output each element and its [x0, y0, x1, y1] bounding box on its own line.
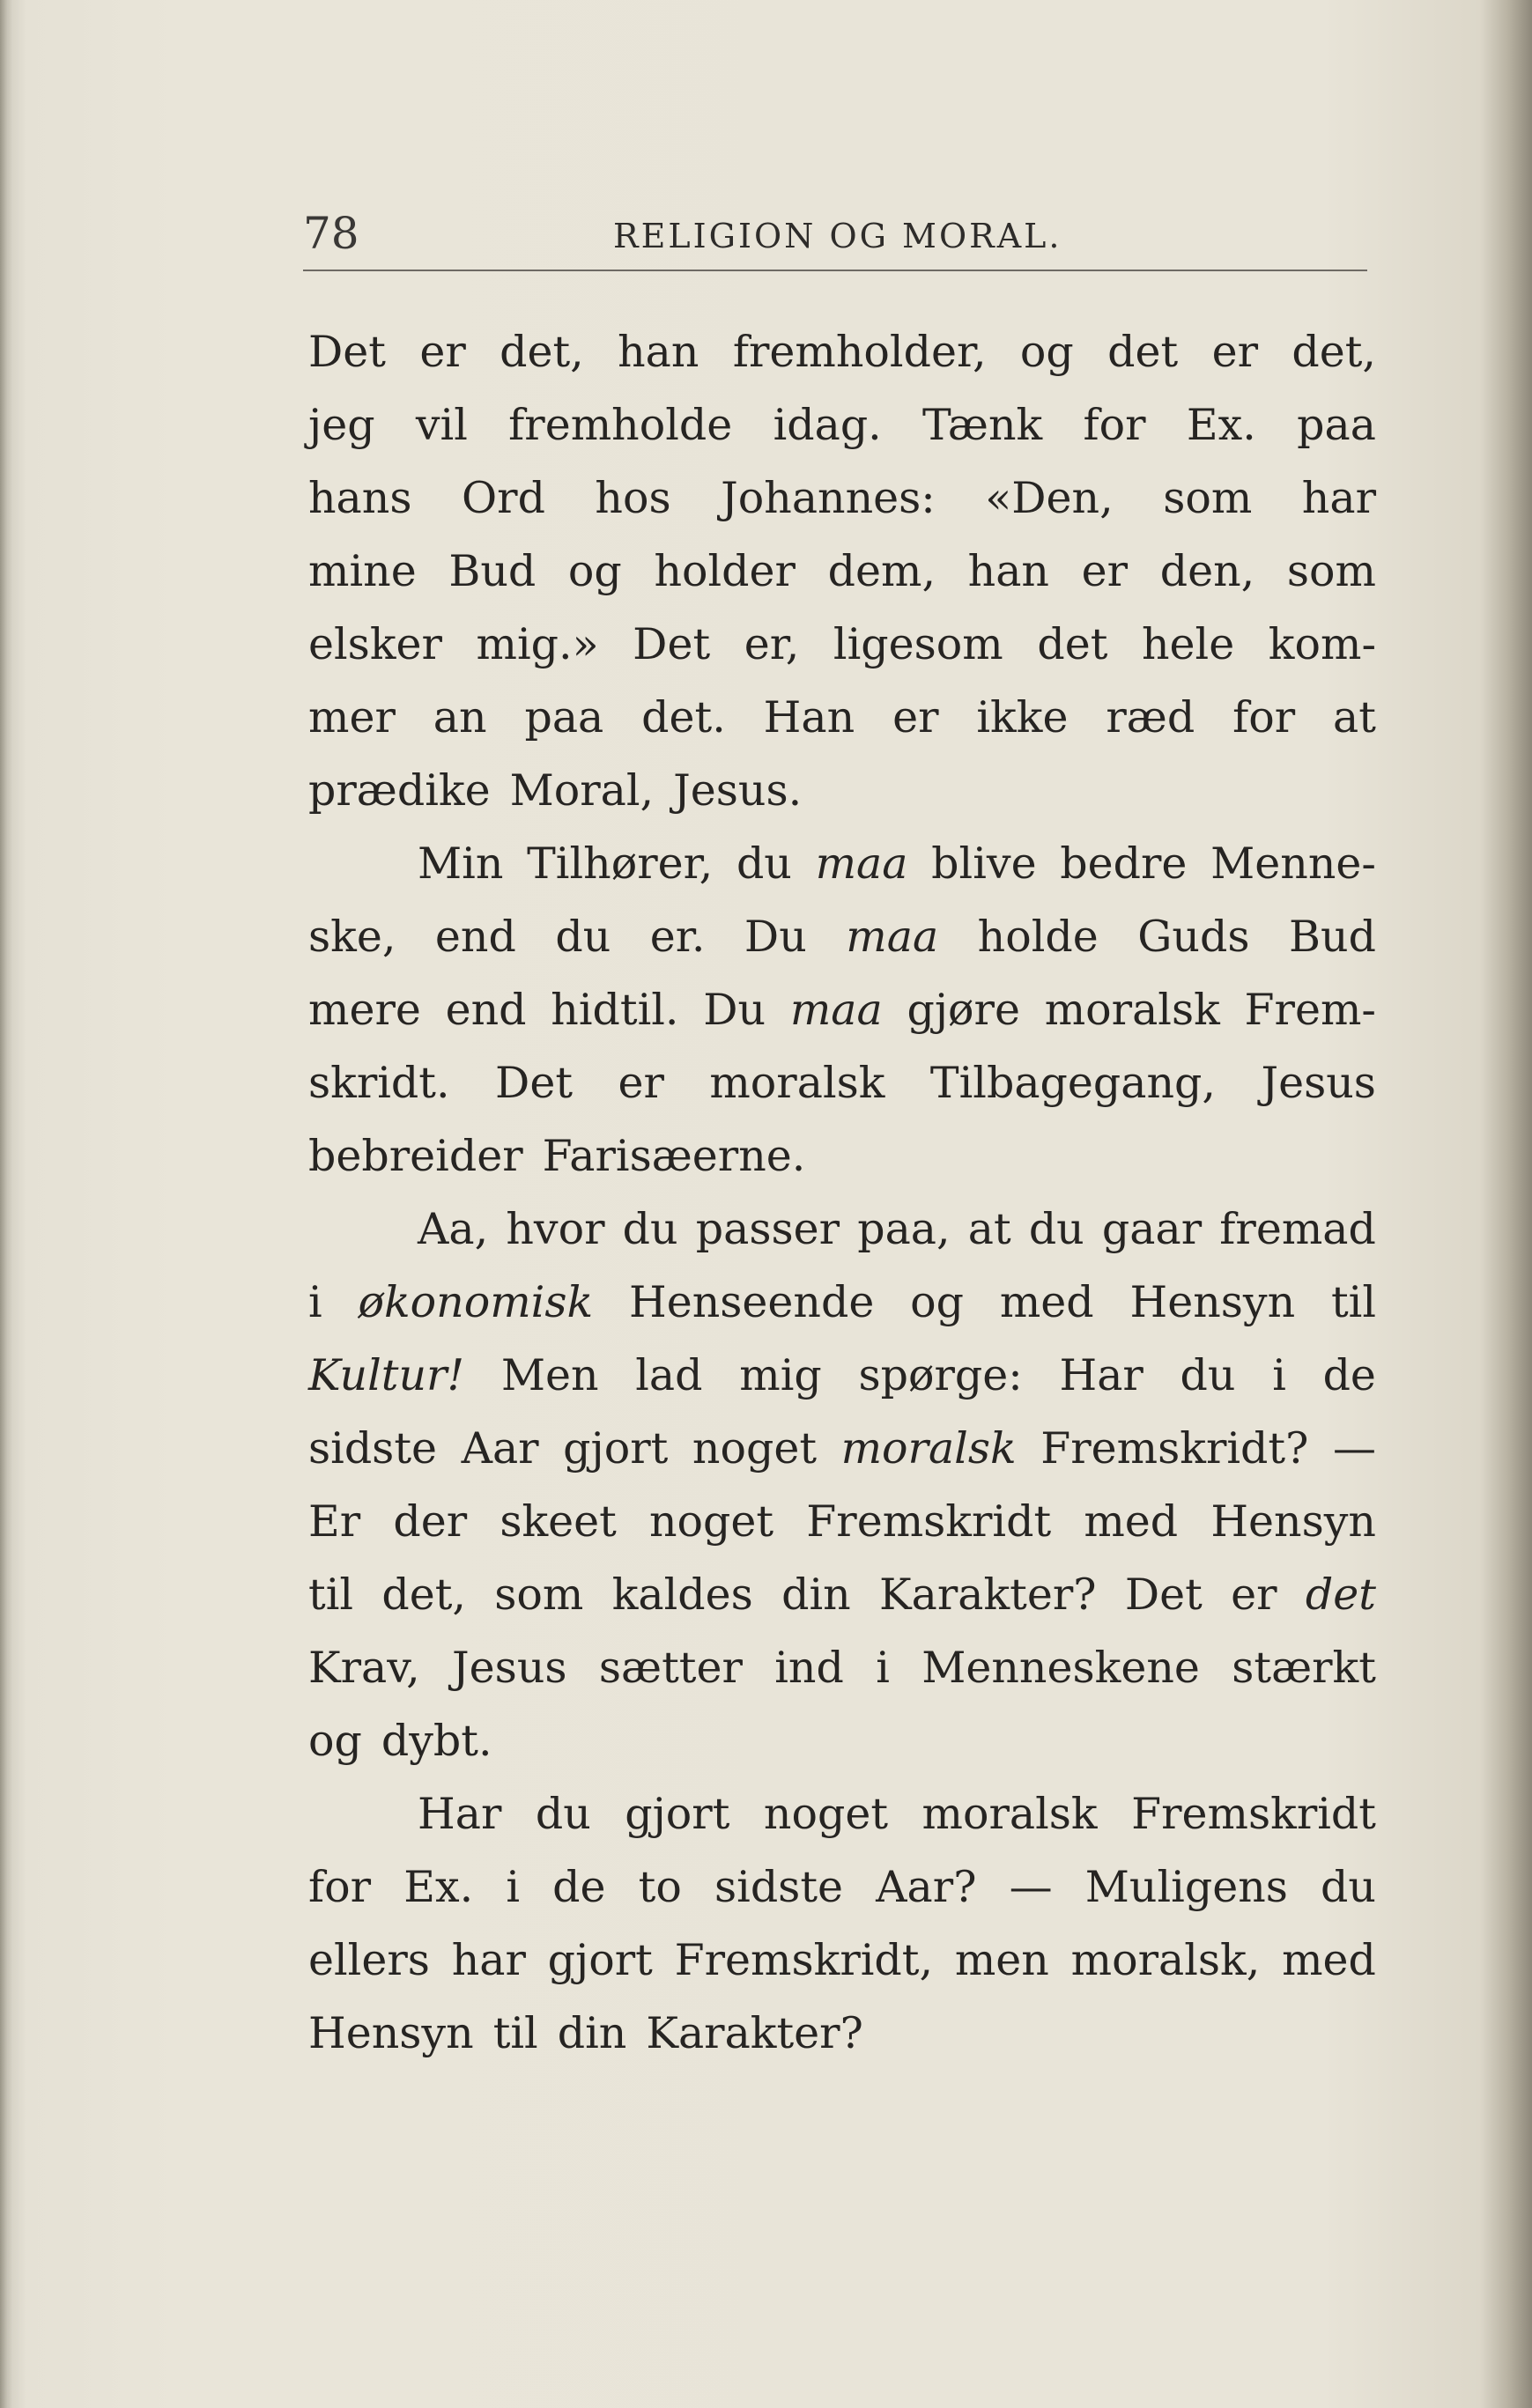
word: Er: [308, 1496, 361, 1547]
word: paa: [524, 692, 604, 742]
word: er,: [744, 619, 800, 669]
word: vil: [415, 400, 468, 450]
word: at: [1333, 692, 1376, 742]
word: Jesus: [452, 1643, 567, 1693]
word: er.: [649, 912, 706, 962]
word: han: [618, 327, 699, 377]
word: fremad: [1219, 1204, 1376, 1254]
word: maa: [789, 985, 883, 1035]
word: den,: [1159, 546, 1255, 596]
page-edge-shadow: [0, 0, 12, 2408]
word: mer: [308, 692, 396, 742]
word: ræd: [1106, 692, 1195, 742]
word: Aar: [461, 1423, 539, 1474]
word: idag.: [773, 400, 882, 450]
word: moralsk,: [1070, 1935, 1261, 1985]
word: kom-: [1268, 619, 1376, 669]
word: an: [433, 692, 487, 742]
word: stærkt: [1232, 1643, 1376, 1693]
page-number: 78: [303, 208, 359, 259]
word: det: [1107, 327, 1179, 377]
word: Henseende: [629, 1277, 875, 1327]
header-rule: [303, 270, 1367, 271]
word: elsker: [308, 619, 442, 669]
word: mine: [308, 546, 417, 596]
text-line: [308, 681, 1376, 754]
text-line: [308, 1485, 1376, 1558]
word: Aa,: [418, 1204, 489, 1254]
word: end: [434, 912, 516, 962]
word: Frem-: [1244, 985, 1376, 1035]
word: to: [638, 1862, 682, 1912]
word: Ex.: [1186, 400, 1256, 450]
word: er: [618, 1058, 664, 1108]
word: de: [552, 1862, 606, 1912]
word: Bud: [448, 546, 537, 596]
word: Tænk: [922, 400, 1043, 450]
word: for: [1232, 692, 1296, 742]
word: Fremskridt,: [674, 1935, 934, 1985]
text-line: [308, 1412, 1376, 1485]
word: ellers: [308, 1935, 430, 1985]
text-line: [308, 535, 1376, 608]
word: i: [506, 1862, 520, 1912]
word: med: [1282, 1935, 1376, 1985]
word: med: [1084, 1496, 1179, 1547]
text-line: [308, 1046, 1376, 1119]
text-line: [308, 1119, 1376, 1193]
word: —: [1009, 1862, 1053, 1912]
word: Hensyn: [1210, 1496, 1376, 1547]
text-line: [308, 1850, 1376, 1924]
word: Farisæerne.: [542, 1131, 806, 1181]
word: blive: [931, 838, 1037, 889]
word: maa: [846, 912, 939, 962]
word: Du: [744, 912, 807, 962]
word: Fremskridt: [806, 1496, 1052, 1547]
text-line: [308, 1558, 1376, 1631]
word: det: [1305, 1570, 1376, 1620]
word: Guds: [1137, 912, 1250, 962]
word: du: [555, 912, 611, 962]
word: moralsk: [921, 1789, 1098, 1839]
word: gaar: [1101, 1204, 1203, 1254]
word: i: [1272, 1350, 1286, 1400]
word: sætter: [598, 1643, 743, 1693]
word: der: [393, 1496, 468, 1547]
word: Har: [418, 1789, 502, 1839]
text-line: [308, 900, 1376, 973]
word: din: [557, 2008, 627, 2058]
word: Det: [633, 619, 711, 669]
word: noget: [763, 1789, 889, 1839]
word: i: [876, 1643, 890, 1693]
word: til: [492, 2008, 538, 2058]
word: til: [308, 1570, 354, 1620]
body-text: [308, 315, 1376, 2070]
word: Det: [1124, 1570, 1203, 1620]
word: bedre: [1060, 838, 1188, 889]
word: du: [1321, 1862, 1376, 1912]
word: Hensyn: [1129, 1277, 1296, 1327]
word: Han: [763, 692, 855, 742]
word: Jesus.: [673, 765, 803, 816]
word: Fremskridt: [1131, 1789, 1376, 1839]
text-line: [308, 1193, 1376, 1266]
text-line: [308, 462, 1376, 535]
word: fremholder,: [732, 327, 987, 377]
word: Muligens: [1084, 1862, 1288, 1912]
word: lad: [635, 1350, 703, 1400]
word: spørge:: [858, 1350, 1023, 1400]
word: Johannes:: [721, 473, 936, 523]
running-head: RELIGION OG MORAL.: [613, 217, 1062, 255]
word: som: [1286, 546, 1376, 596]
word: holde: [977, 912, 1099, 962]
word: Det: [308, 327, 386, 377]
word: moralsk: [709, 1058, 885, 1108]
word: skeet: [500, 1496, 617, 1547]
word: ske,: [308, 912, 396, 962]
page-header: [303, 204, 1367, 266]
word: med: [999, 1277, 1094, 1327]
word: de: [1322, 1350, 1376, 1400]
text-line: [308, 1631, 1376, 1704]
word: gjort: [625, 1789, 730, 1839]
word: gjort: [547, 1935, 653, 1985]
word: at: [967, 1204, 1011, 1254]
text-line: [308, 388, 1376, 462]
word: for: [1083, 400, 1146, 450]
word: jeg: [308, 400, 375, 450]
word: Karakter?: [879, 1570, 1097, 1620]
word: kaldes: [611, 1570, 753, 1620]
word: mig: [739, 1350, 822, 1400]
word: Menne-: [1210, 838, 1376, 889]
word: Min: [418, 838, 504, 889]
text-line: [308, 1266, 1376, 1339]
text-line: [308, 827, 1376, 900]
word: Tilhører,: [527, 838, 714, 889]
text-line: [308, 608, 1376, 681]
word: og: [910, 1277, 965, 1327]
word: og: [1019, 327, 1074, 377]
word: i: [308, 1277, 322, 1327]
word: holder: [654, 546, 796, 596]
word: Ex.: [403, 1862, 474, 1912]
word: du: [622, 1204, 678, 1254]
word: ligesom: [833, 619, 1003, 669]
word: det,: [1291, 327, 1376, 377]
word: og: [308, 1716, 362, 1766]
word: paa: [1297, 400, 1376, 450]
word: han: [967, 546, 1049, 596]
word: dybt.: [381, 1716, 492, 1766]
word: Karakter?: [646, 2008, 863, 2058]
word: —: [1332, 1423, 1376, 1474]
word: for: [308, 1862, 372, 1912]
word: Fremskridt?: [1040, 1423, 1309, 1474]
word: du: [1180, 1350, 1236, 1400]
text-line: [308, 754, 1376, 827]
word: er: [419, 327, 466, 377]
word: har: [451, 1935, 526, 1985]
word: ind: [774, 1643, 844, 1693]
word: hidtil.: [551, 985, 679, 1035]
word: bebreider: [308, 1131, 523, 1181]
word: moralsk: [1044, 985, 1220, 1035]
word: og: [567, 546, 622, 596]
word: Aar?: [876, 1862, 977, 1912]
word: det,: [500, 327, 584, 377]
word: noget: [649, 1496, 774, 1547]
word: som: [494, 1570, 584, 1620]
word: end: [445, 985, 527, 1035]
text-line: [308, 1339, 1376, 1412]
word: det,: [381, 1570, 466, 1620]
word: Menneskene: [921, 1643, 1200, 1693]
word: sidste: [308, 1423, 438, 1474]
word: hvor: [506, 1204, 605, 1254]
word: Ord: [461, 473, 545, 523]
word: dem,: [827, 546, 936, 596]
word: prædike: [308, 765, 491, 816]
text-line: [308, 1924, 1376, 1997]
word: økonomisk: [358, 1277, 594, 1327]
word: sidste: [714, 1862, 844, 1912]
word: til: [1330, 1277, 1376, 1327]
text-line: [308, 315, 1376, 388]
word: men: [954, 1935, 1049, 1985]
word: Kultur!: [308, 1350, 465, 1400]
word: Jesus: [1261, 1058, 1376, 1108]
word: er: [1231, 1570, 1277, 1620]
word: Tilbagegang,: [929, 1058, 1216, 1108]
word: Men: [500, 1350, 599, 1400]
word: skridt.: [308, 1058, 450, 1108]
word: fremholde: [508, 400, 733, 450]
text-line: [308, 1777, 1376, 1850]
word: du: [1028, 1204, 1084, 1254]
text-line: [308, 1704, 1376, 1777]
word: hans: [308, 473, 412, 523]
word: gjort: [563, 1423, 669, 1474]
word: gjøre: [907, 985, 1020, 1035]
word: Hensyn: [308, 2008, 474, 2058]
text-line: [308, 1997, 1376, 2070]
word: din: [781, 1570, 851, 1620]
word: Du: [703, 985, 766, 1035]
word: moralsk: [840, 1423, 1017, 1474]
word: ikke: [976, 692, 1069, 742]
word: Det: [495, 1058, 574, 1108]
word: som: [1163, 473, 1253, 523]
word: Krav,: [308, 1643, 420, 1693]
word: har: [1301, 473, 1376, 523]
word: hos: [595, 473, 671, 523]
word: er: [1211, 327, 1258, 377]
word: «Den,: [985, 473, 1114, 523]
word: er: [892, 692, 939, 742]
word: mere: [308, 985, 421, 1035]
word: Moral,: [509, 765, 655, 816]
word: passer: [695, 1204, 840, 1254]
word: paa,: [857, 1204, 951, 1254]
word: mig.»: [476, 619, 599, 669]
word: du: [535, 1789, 591, 1839]
text-line: [308, 973, 1376, 1046]
word: hele: [1141, 619, 1235, 669]
word: noget: [692, 1423, 818, 1474]
word: det.: [641, 692, 726, 742]
word: Bud: [1289, 912, 1376, 962]
word: maa: [815, 838, 908, 889]
word: er: [1081, 546, 1129, 596]
word: Har: [1059, 1350, 1143, 1400]
word: du: [736, 838, 792, 889]
word: det: [1037, 619, 1108, 669]
